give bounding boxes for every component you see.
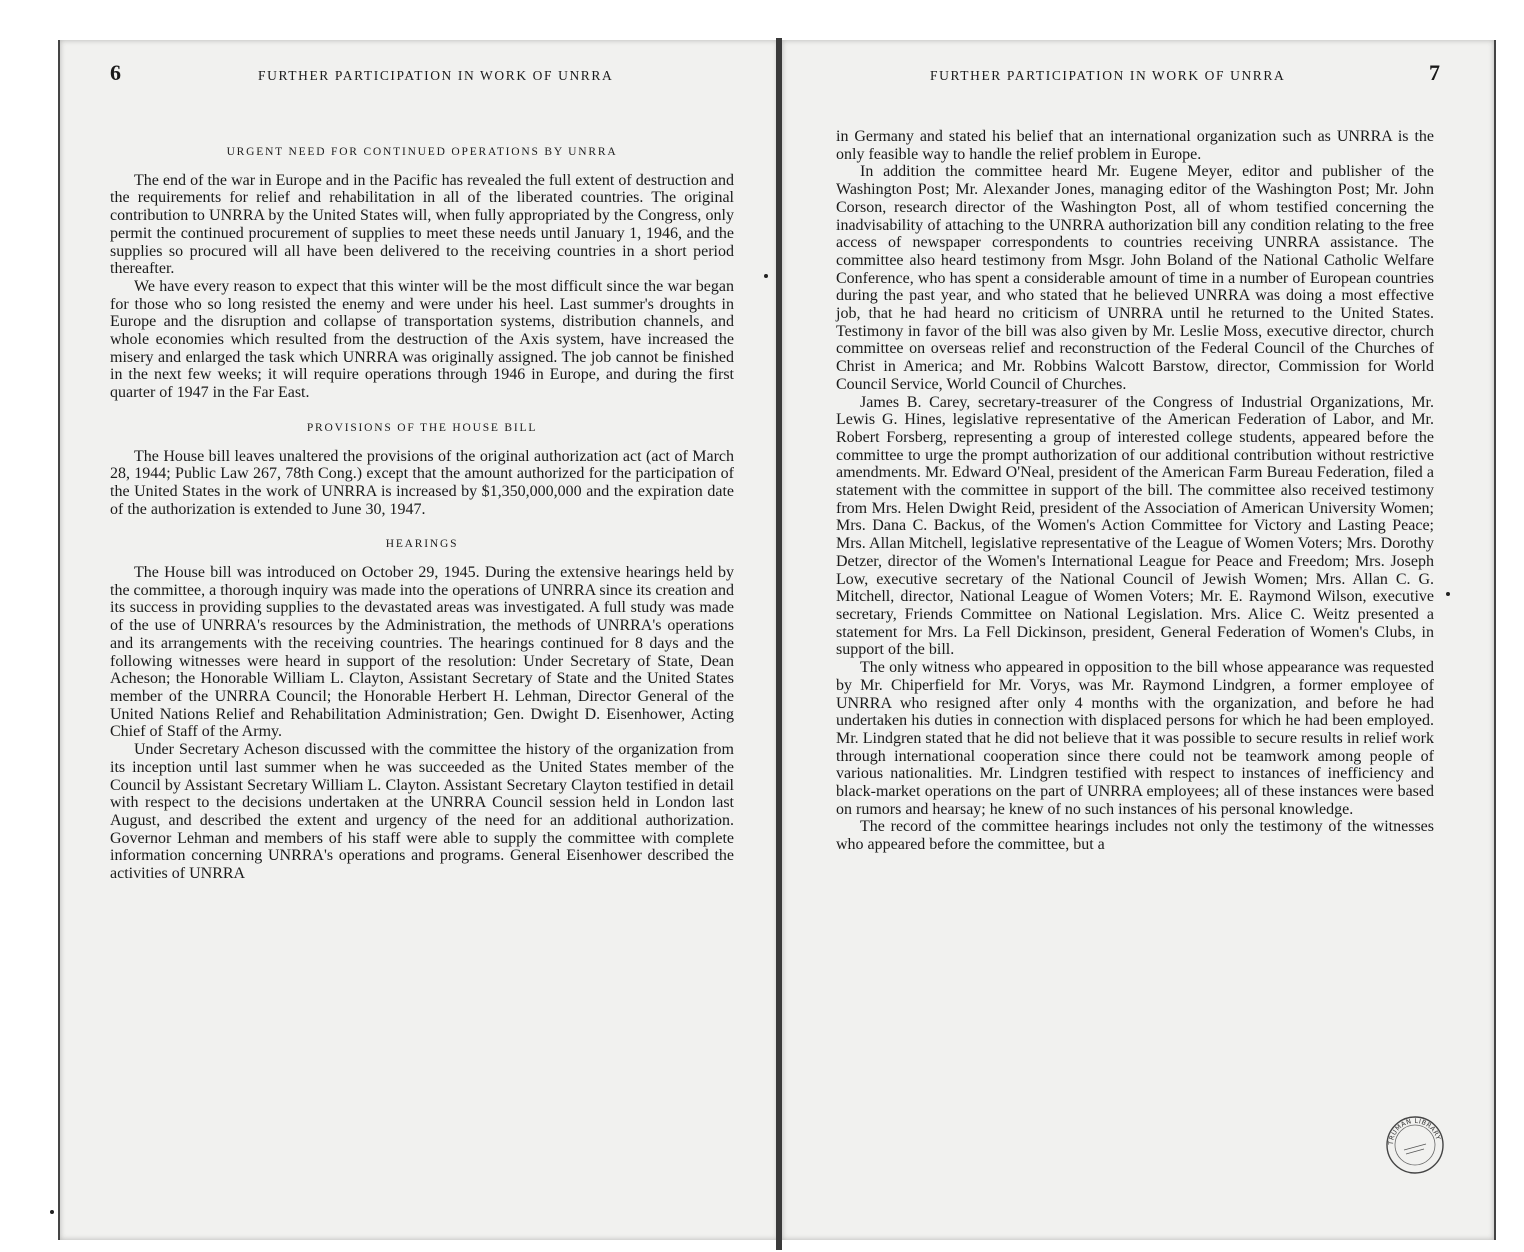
speck bbox=[50, 1210, 54, 1214]
right-page-text bbox=[836, 128, 1434, 854]
stamp-text: TRUMAN LIBRARY bbox=[1386, 1116, 1443, 1146]
speck bbox=[764, 274, 768, 278]
speck bbox=[1446, 592, 1450, 596]
paragraph: In addition the committee heard Mr. Eugene Meyer, editor and publisher of the Washington Post; Mr. Alexander Jones, managing editor of the Washington Post; Mr. John Corson, research director of the Washington Post, all of whom testified concerning the inadvisability of attaching to the UNRRA authorization bill any condition relating to the free access of newspaper correspondents to countries receiving UNRRA assistance. The committee also heard testimony from Msgr. John Boland of the National Catholic Welfare Conference, who has spent a considerable amount of time in a number of European countries during the past year, and who stated that he believed UNRRA was doing a most effective job, that he had heard no criticism of UNRRA until he returned to the United States. Testimony in favor of the bill was also given by Mr. Leslie Moss, executive director, church committee on overseas relief and reconstruction of the Federal Council of the Churches of Christ in America; and Mr. Robbins Walcott Barstow, director, Commission for World Council Service, World Council of Churches. bbox=[836, 163, 1434, 393]
svg-text:TRUMAN LIBRARY bbox=[1387, 1117, 1443, 1146]
paragraph: James B. Carey, secretary-treasurer of the Congress of Industrial Organizations, Mr. Lewis G. Hines, legislative representative of the American Federation of Labor, and Mr. Robert Forsberg, representing a group of interested college students, appeared before the committee to urge the prompt authorization of our additional contribution without restrictive amendments. Mr. Edward O'Neal, president of the American Farm Bureau Federation, filed a statement with the committee in support of the bill. The committee also received testimony from Mrs. Helen Dwight Reid, president of the Association of American University Women; Mrs. Dana C. Backus, of the Women's Action Committee for Victory and Lasting Peace; Mrs. Allan Mitchell, legislative representative of the League of Women Voters; Mrs. Dorothy Detzer, director of the Women's International League for Peace and Freedom; Mrs. Joseph Low, executive secretary of the National Council of Jewish Women; Mrs. Allan C. G. Mitchell, director, National League of Women Voters; Mr. E. Raymond Wilson, executive secretary, Friends Committee on National Legislation. Mrs. Alice C. Weitz presented a statement for Mrs. La Fell Dickinson, president, General Federation of Women's Clubs, in support of the bill. bbox=[836, 393, 1434, 659]
paragraph: The House bill was introduced on October 29, 1945. During the extensive hearings held by the committee, a thorough inquiry was made into the operations of UNRRA since its creation and its success in providing supplies to the devastated areas was investigated. A full study was made of the use of UNRRA's resources by the Administration, the methods of UNRRA's operations and its arrangements with the receiving countries. The hearings continued for 8 days and the following witnesses were heard in support of the resolution: Under Secretary of State, Dean Acheson; the Honorable William L. Clayton, Assistant Secretary of State and the United States member of the UNRRA Council; the Honorable Herbert H. Lehman, Director General of the United Nations Relief and Rehabilitation Administration; Gen. Dwight D. Eisenhower, Acting Chief of Staff of the Army. bbox=[110, 564, 734, 741]
library-stamp-icon bbox=[1384, 1114, 1446, 1176]
left-page-number: 6 bbox=[110, 60, 121, 85]
paragraph: The House bill leaves unaltered the provisions of the original authorization act (act of March 28, 1944; Public Law 267, 78th Cong.) except that the amount authorized for the participation of the United States in the work of UNRRA is increased by $1,350,000,000 and the expiration date of the authorization is extended to June 30, 1947. bbox=[110, 447, 734, 518]
left-running-head: FURTHER PARTICIPATION IN WORK OF UNRRA bbox=[258, 68, 614, 83]
paragraph: Under Secretary Acheson discussed with the committee the history of the organization from its inception until last summer when he was succeeded as the United States member of the Council by Assistant Secretary William L. Clayton. Assistant Secretary Clayton testified in detail with respect to the decisions undertaken at the UNRRA Council session held in London last August, and described the extent and urgency of the need for an additional authorization. Governor Lehman and members of his staff were able to supply the committee with complete information concerning UNRRA's operations and programs. General Eisenhower described the activities of UNRRA bbox=[110, 741, 734, 883]
right-running-head: FURTHER PARTICIPATION IN WORK OF UNRRA bbox=[930, 68, 1286, 83]
section-heading-urgent-need: URGENT NEED FOR CONTINUED OPERATIONS BY UNRRA bbox=[226, 146, 618, 158]
left-running-header bbox=[110, 60, 740, 90]
right-page-number: 7 bbox=[1429, 60, 1440, 85]
paragraph: We have every reason to expect that this winter will be the most difficult since the war began for those who so long resisted the enemy and were under his heel. Last summer's droughts in Europe and the disruption and collapse of transportation systems, distribution channels, and whole economies which resulted from the destruction of the Axis system, have increased the misery and enlarged the task which UNRRA was originally assigned. The job cannot be finished in the next few weeks; it will require operations through 1946 in Europe, and during the first quarter of 1947 in the Far East. bbox=[110, 277, 734, 402]
section-heading-provisions: PROVISIONS OF THE HOUSE BILL bbox=[306, 421, 538, 434]
paragraph: The record of the committee hearings includes not only the testimony of the witnesses who appeared before the committee, but a bbox=[836, 818, 1434, 854]
continued-paragraph: in Germany and stated his belief that an international organization such as UNRRA is the only feasible way to handle the relief problem in Europe. bbox=[836, 128, 1434, 163]
paragraph: The only witness who appeared in opposition to the bill whose appearance was requested by Mr. Chiperfield for Mr. Vorys, was Mr. Raymond Lindgren, a former employee of UNRRA who resigned after only 4 months with the organization, and before he had undertaken his duties in connection with displaced persons for which he had been employed. Mr. Lindgren stated that he did not believe that it was possible to secure results in relief work through international cooperation since there could not be teamwork among people of various nationalities. Mr. Lindgren testified with respect to instances of inefficiency and black-market operations on the part of UNRRA employees; all of these instances were based on rumors and hearsay; he knew of no such instances of his personal knowledge. bbox=[836, 659, 1434, 818]
right-running-header bbox=[820, 60, 1440, 90]
left-page-text bbox=[110, 138, 734, 883]
section-heading-hearings: HEARINGS bbox=[385, 538, 459, 551]
paragraph: The end of the war in Europe and in the Pacific has revealed the full extent of destruction and the requirements for relief and rehabilitation in all of the liberated countries. The original contribution to UNRRA by the United States will, when fully appropriated by the Congress, only permit the continued procurement of supplies to meet these needs until January 1, 1946, and the supplies so procured will all have been delivered to the receiving countries in a short period thereafter. bbox=[110, 171, 734, 278]
